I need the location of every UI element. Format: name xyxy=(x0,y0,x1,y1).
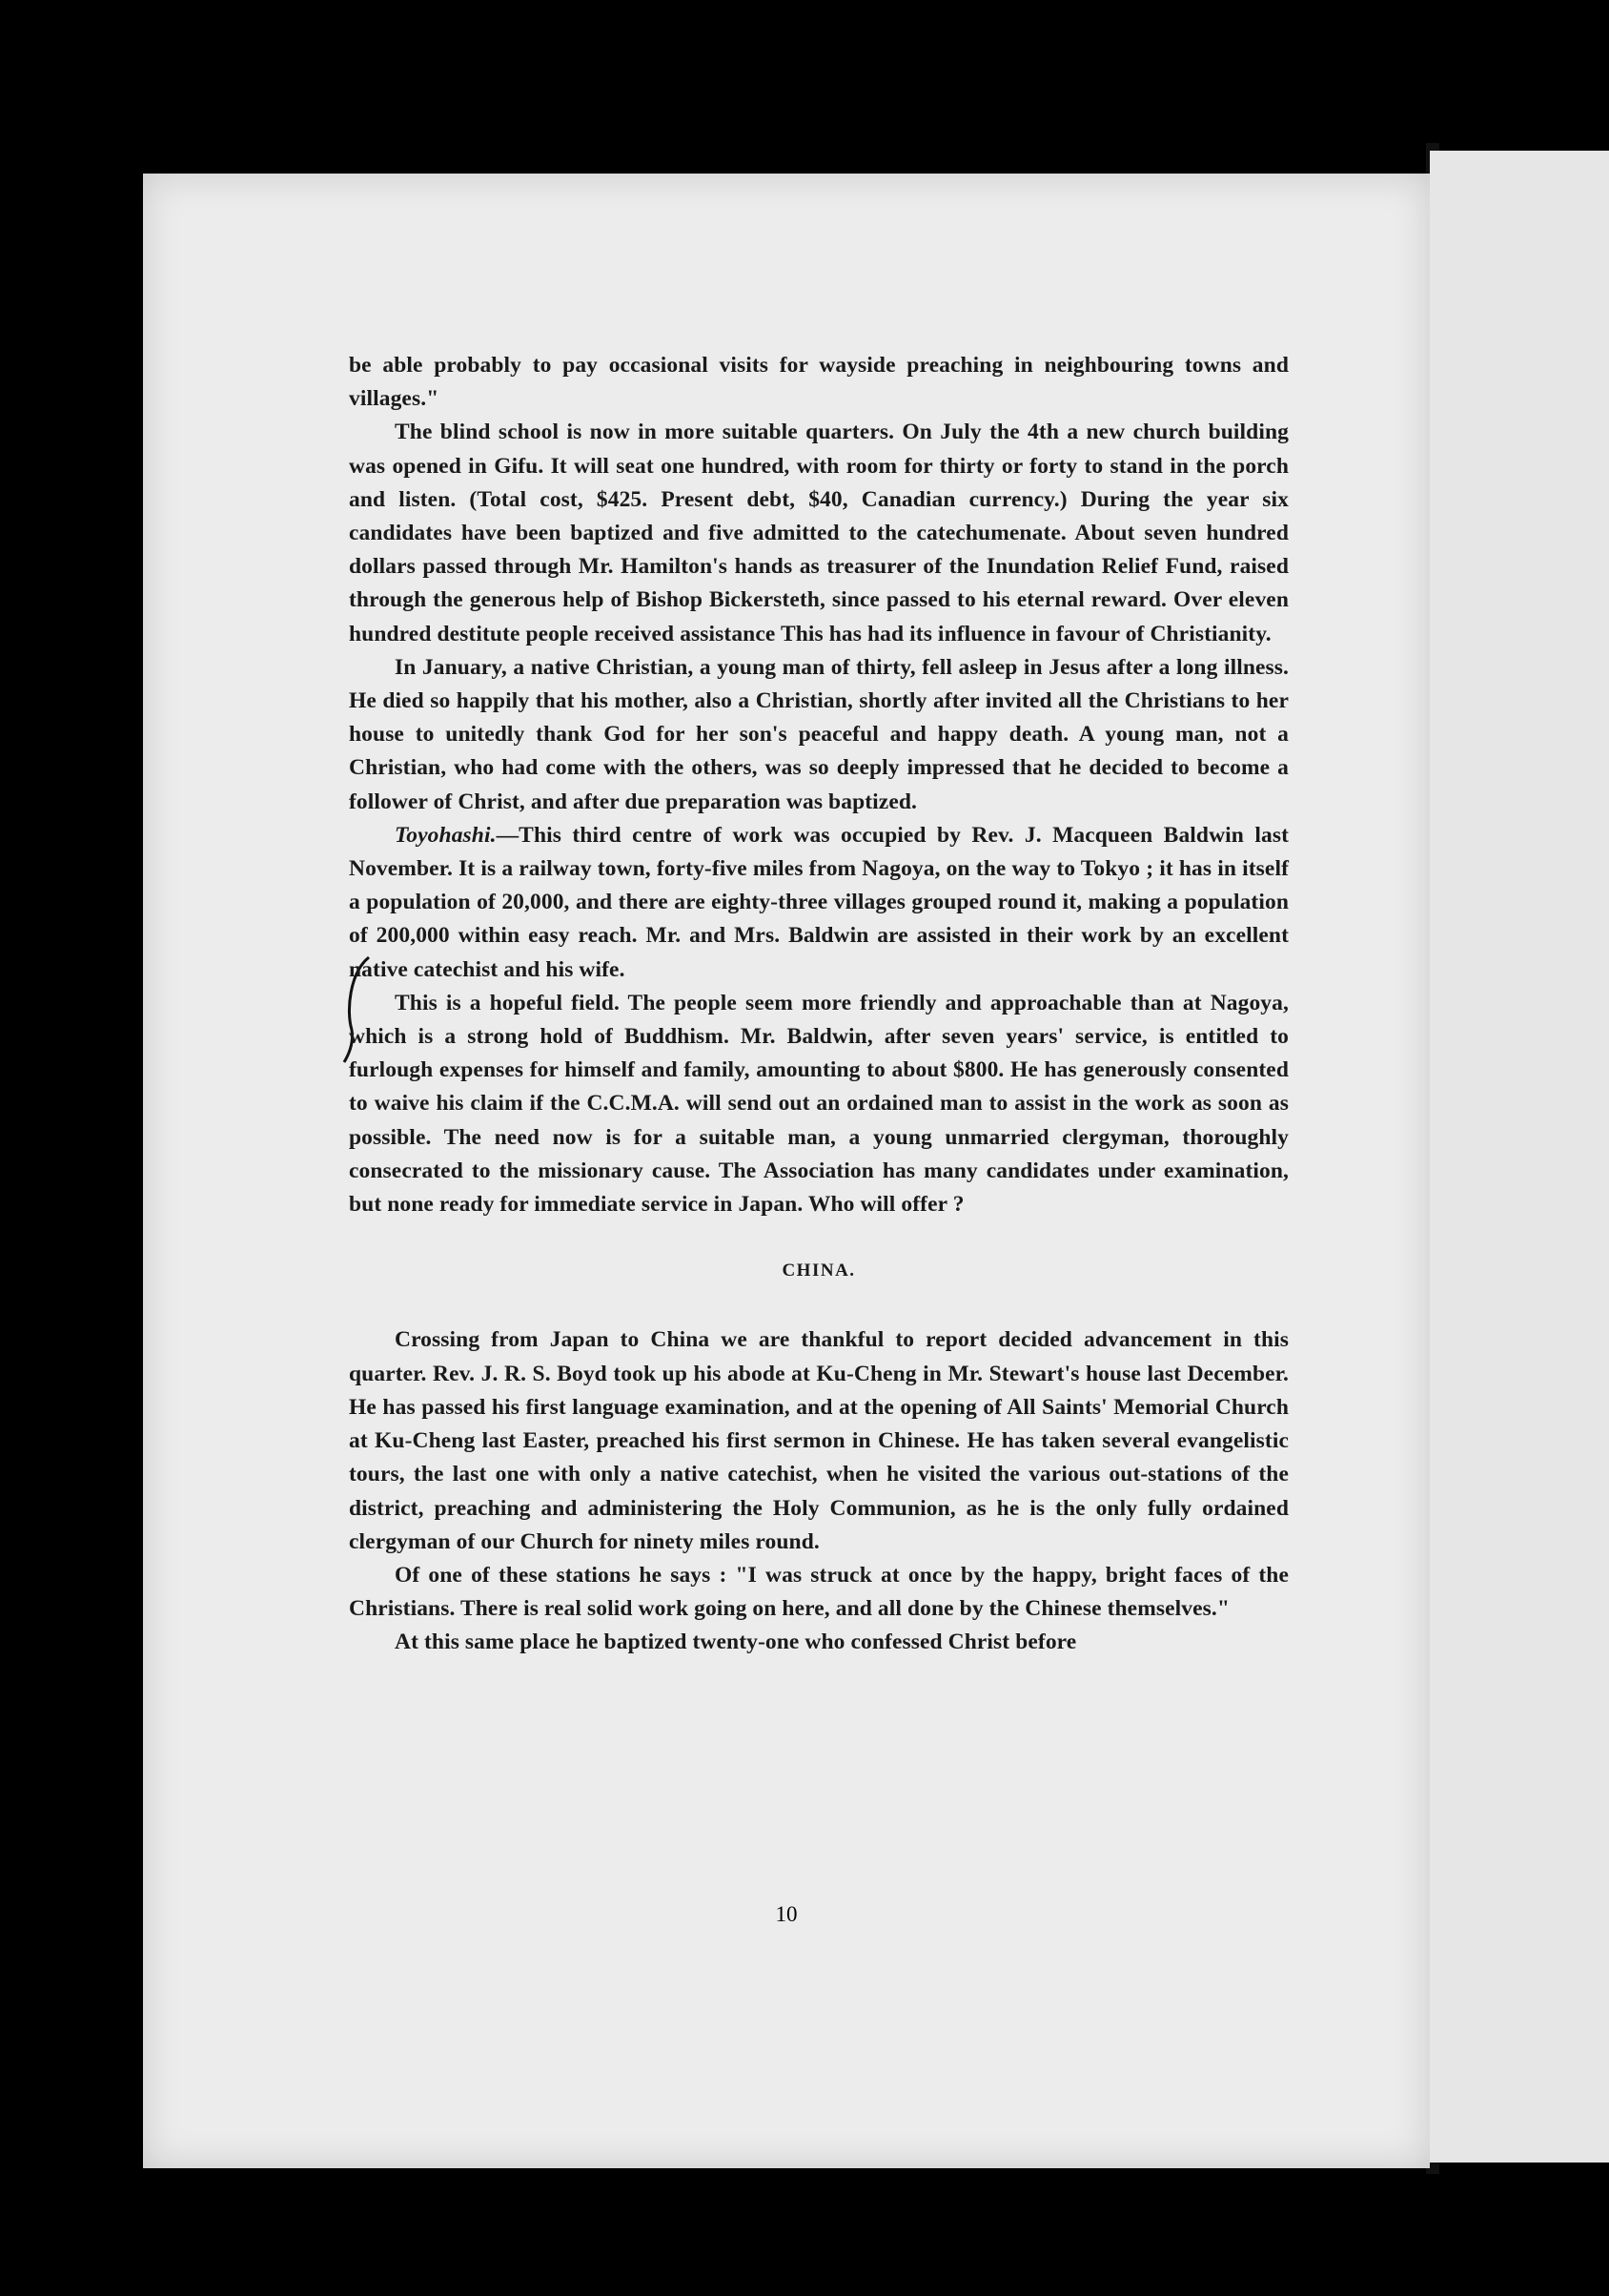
paragraph: This is a hopeful field. The people seem more friendly and approachable than at Nagoya, which is a strong hold of Buddhism. Mr. Baldwin, after seven years' service, is entitled to furlough expenses for himself and family, amounting to about $800. He has generously consented to waive his claim if the C.C.M.A. will send out an ordained man to assist in the work as soon as possible. The need now is for a suitable man, a young unmarried clergyman, thoroughly consecrated to the missionary cause. The Association has many candidates under examination, but none ready for immediate service in Japan. Who will offer ? xyxy=(349,990,1289,1218)
place-name-toyohashi: Toyohashi. xyxy=(395,822,497,848)
paragraph: Crossing from Japan to China we are thankful to report decided advancement in this quarter. Rev. J. R. S. Boyd took up his abode at Ku-Cheng in Mr. Stewart's house last December. He has passed his first language examination, and at the opening of All Saints' Memorial Church at Ku-Cheng last Easter, preached his first sermon in Chinese. He has taken several evangelistic tours, the last one with only a native catechist, when he visited the various out-stations of the district, preaching and administering the Holy Communion, as he is the only fully ordained clergyman of our Church for ninety miles round. xyxy=(349,1327,1289,1554)
toyohashi-text: —This third centre of work was occupied by Rev. J. Macqueen Baldwin last November. It is a railway town, forty-five miles from Nagoya, on the way to Tokyo ; it has in itself a population of 20,000, and there are eighty-three villages grouped round it, making a population of 200,000 within easy reach. Mr. and Mrs. Baldwin are assisted in their work by an excellent native catechist and his wife. xyxy=(349,822,1289,982)
paragraph: At this same place he baptized twenty-one who confessed Christ before xyxy=(395,1630,1077,1655)
paragraph: Of one of these stations he says : "I was struck at once by the happy, bright faces of the Christians. There is real solid work going on here, and all done by the Chinese themselves." xyxy=(349,1562,1289,1622)
facing-page xyxy=(1430,151,1609,2163)
page-number: 10 xyxy=(775,1902,798,1926)
paragraph: be able probably to pay occasional visits for wayside preaching in neighbouring towns and villages." xyxy=(349,353,1289,412)
paragraph-toyohashi xyxy=(349,819,1289,987)
body-text xyxy=(349,349,1289,1660)
paragraph: In January, a native Christian, a young man of thirty, fell asleep in Jesus after a long illness. He died so happily that his mother, also a Christian, shortly after invited all the Christians to her house to unitedly thank God for her son's peaceful and happy death. A young man, not a Christian, who had come with the others, was so deeply impressed that he decided to become a follower of Christ, and after due preparation was baptized. xyxy=(349,654,1289,814)
paragraph: The blind school is now in more suitable quarters. On July the 4th a new church building was opened in Gifu. It will seat one hundred, with room for thirty or forty to stand in the porch and listen. (Total cost, $425. Present debt, $40, Canadian currency.) During the year six candidates have been baptized and five admitted to the catechumenate. About seven hundred dollars passed through Mr. Hamilton's hands as treasurer of the Inundation Relief Fund, raised through the generous help of Bishop Bickersteth, since passed to his eternal reward. Over eleven hundred destitute people received assistance This has had its influence in favour of Christianity. xyxy=(349,420,1289,646)
section-heading-china: CHINA. xyxy=(782,1261,856,1281)
